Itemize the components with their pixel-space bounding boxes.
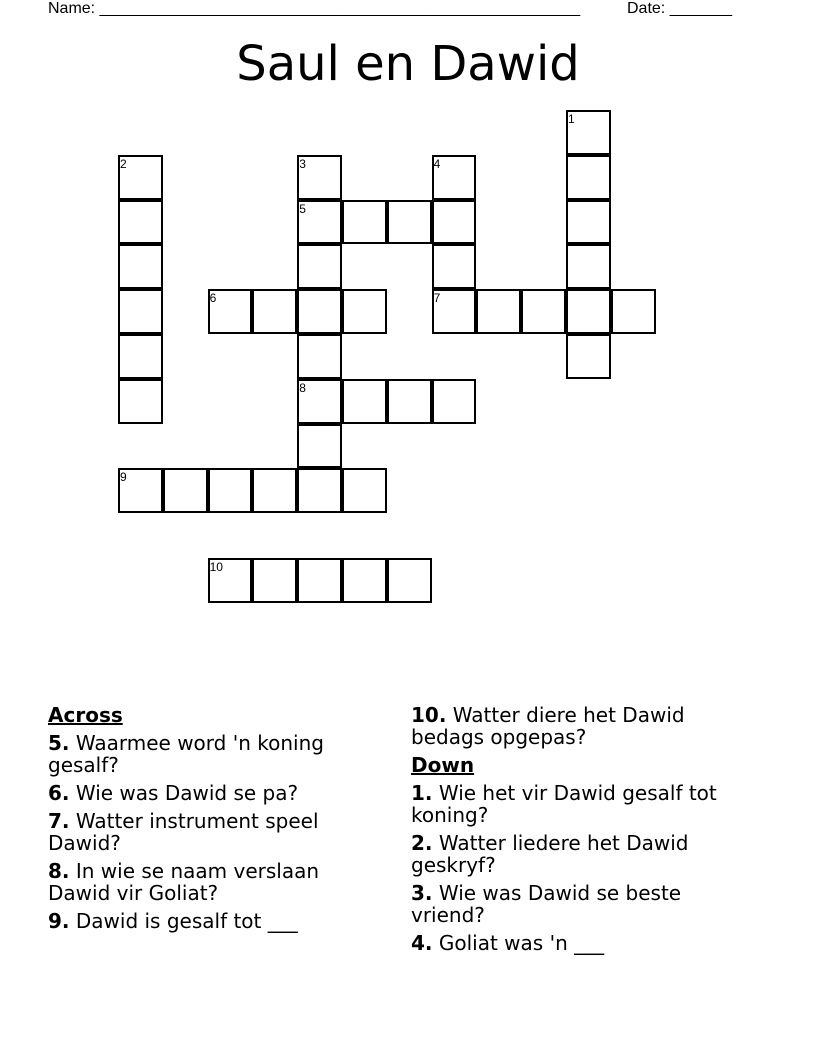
clue-number: 7. <box>48 809 70 833</box>
grid-cell[interactable] <box>566 155 611 200</box>
grid-cell[interactable] <box>521 289 566 334</box>
clue-number: 8. <box>48 859 70 883</box>
across-clue <box>48 782 368 804</box>
clue-text: Watter instrument speel Dawid? <box>48 809 319 855</box>
clue-number: 2. <box>411 831 433 855</box>
grid-cell[interactable] <box>118 379 163 424</box>
clue-number: 3. <box>411 881 433 905</box>
clue-text: Watter liedere het Dawid geskryf? <box>411 831 689 877</box>
across-clue <box>411 704 751 748</box>
grid-cell[interactable] <box>432 200 477 245</box>
clue-number: 6. <box>48 781 70 805</box>
grid-cell[interactable] <box>297 289 342 334</box>
grid-cell[interactable] <box>387 558 432 603</box>
clue-text: Waarmee word 'n koning gesalf? <box>48 731 324 777</box>
grid-cell[interactable] <box>432 379 477 424</box>
date-line: Date: _______ <box>627 0 732 17</box>
grid-cell[interactable] <box>566 334 611 379</box>
clue-text: Goliat was 'n ___ <box>438 931 605 955</box>
grid-cell[interactable] <box>342 200 387 245</box>
clue-text: Watter diere het Dawid bedags opgepas? <box>411 703 685 749</box>
across-clue <box>48 732 368 776</box>
clue-number-label: 1 <box>568 112 575 126</box>
grid-cell[interactable] <box>387 200 432 245</box>
down-clue <box>411 832 751 876</box>
grid-cell[interactable] <box>432 244 477 289</box>
page-title: Saul en Dawid <box>236 36 580 92</box>
grid-cell[interactable] <box>566 289 611 334</box>
across-heading: Across <box>48 703 123 727</box>
grid-cell[interactable] <box>476 289 521 334</box>
clue-number: 5. <box>48 731 70 755</box>
grid-cell[interactable] <box>342 289 387 334</box>
clue-number-label: 10 <box>209 560 223 574</box>
clue-number-label: 2 <box>120 156 127 171</box>
grid-cell[interactable] <box>208 468 253 513</box>
clue-number: 4. <box>411 931 433 955</box>
grid-cell[interactable] <box>297 334 342 379</box>
grid-cell[interactable] <box>297 424 342 469</box>
clue-number-label: 5 <box>299 201 306 216</box>
grid-cell[interactable] <box>566 244 611 289</box>
clue-text: In wie se naam verslaan Dawid vir Goliat? <box>48 859 320 905</box>
across-clue <box>48 810 368 854</box>
clue-text: Dawid is gesalf tot ___ <box>75 909 298 933</box>
grid-cell[interactable] <box>611 289 656 334</box>
grid-cell[interactable] <box>252 558 297 603</box>
clue-number-label: 3 <box>299 156 306 171</box>
clue-text: Wie was Dawid se beste vriend? <box>411 881 682 927</box>
grid-cell[interactable] <box>252 289 297 334</box>
down-clue <box>411 782 751 826</box>
down-clue <box>411 882 751 926</box>
across-clue <box>48 910 368 932</box>
grid-cell[interactable] <box>118 289 163 334</box>
clue-text: Wie het vir Dawid gesalf tot koning? <box>411 781 717 827</box>
clues-left-column <box>48 704 368 938</box>
grid-cell[interactable] <box>118 200 163 245</box>
clue-number-label: 4 <box>433 156 441 171</box>
grid-cell[interactable] <box>297 244 342 289</box>
grid-cell[interactable] <box>342 558 387 603</box>
down-clue <box>411 932 751 954</box>
grid-cell[interactable] <box>297 558 342 603</box>
clues-right-column <box>411 704 751 960</box>
grid-cell[interactable] <box>342 379 387 424</box>
grid-cell[interactable] <box>118 334 163 379</box>
clue-number-label: 6 <box>209 291 217 306</box>
grid-cell[interactable] <box>252 468 297 513</box>
down-heading: Down <box>411 753 475 777</box>
clue-number-label: 7 <box>433 291 441 306</box>
clue-number: 1. <box>411 781 433 805</box>
clue-number: 10. <box>411 703 447 727</box>
grid-cell[interactable] <box>566 200 611 245</box>
grid-cell[interactable] <box>163 468 208 513</box>
grid-cell[interactable] <box>387 379 432 424</box>
name-line: Name: ______________________________________________________ <box>48 0 581 17</box>
clue-number: 9. <box>48 909 70 933</box>
grid-cell[interactable] <box>297 468 342 513</box>
grid-cell[interactable] <box>342 468 387 513</box>
clue-number-label: 8 <box>299 380 306 395</box>
across-clue <box>48 860 368 904</box>
clue-number-label: 9 <box>120 470 127 485</box>
grid-cell[interactable] <box>118 244 163 289</box>
clue-text: Wie was Dawid se pa? <box>75 781 299 805</box>
